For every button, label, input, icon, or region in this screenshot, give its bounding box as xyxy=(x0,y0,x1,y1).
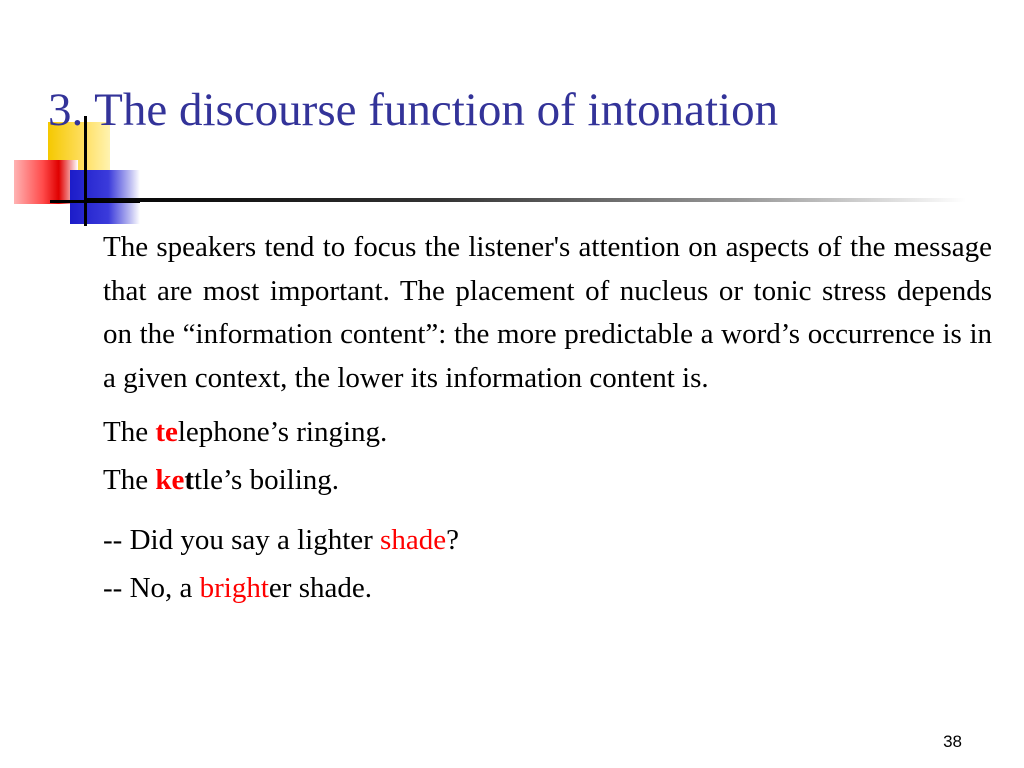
example-text: tle’s boiling. xyxy=(194,464,340,496)
example-text: -- No, a xyxy=(103,572,200,604)
example-text: er shade. xyxy=(268,572,372,604)
example-text: -- Did you say a lighter xyxy=(103,524,381,556)
example-text: lephone’s ringing. xyxy=(177,416,388,448)
body-paragraph: The speakers tend to focus the listener's attention on aspects of the message that are most important. The placement of nucleus or tonic stress depends on the “information content”: the more predictable a word’s occurrence is in a given context, the lower its information content is. xyxy=(103,231,992,394)
stressed-word: bright xyxy=(199,572,269,604)
stressed-word: shade xyxy=(380,524,447,556)
example-text: The xyxy=(103,464,156,496)
stressed-syllable: te xyxy=(155,416,178,448)
bold-letter: t xyxy=(184,464,195,496)
dialogue-answer xyxy=(103,570,992,606)
logo-red-block xyxy=(14,160,78,204)
example-text: The xyxy=(103,416,156,448)
dialogue-question xyxy=(103,522,992,558)
example-kettle xyxy=(103,462,992,498)
example-text: ? xyxy=(446,524,459,556)
title-underline xyxy=(86,198,966,202)
slide-body xyxy=(103,226,992,606)
page-number: 38 xyxy=(943,732,962,751)
example-telephone xyxy=(103,414,992,450)
slide-title: 3. The discourse function of intonation xyxy=(48,84,779,136)
logo-blue-block xyxy=(70,170,140,224)
stressed-syllable: ke xyxy=(155,464,185,496)
